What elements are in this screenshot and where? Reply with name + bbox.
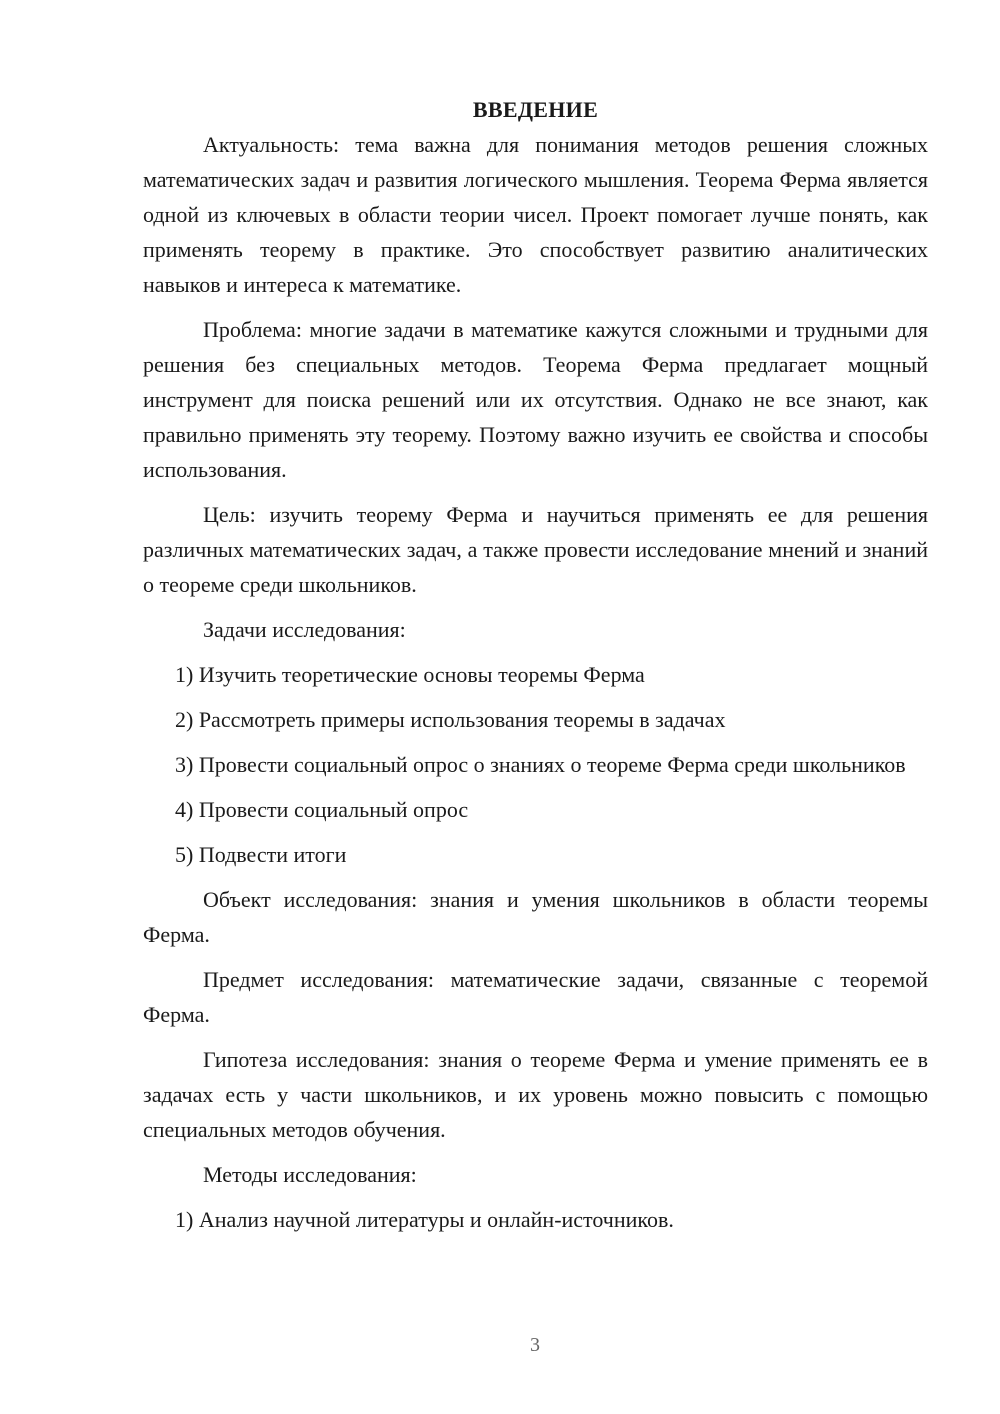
hypothesis-paragraph: Гипотеза исследования: знания о теореме Ферма и умение применять ее в задачах есть у части школьников, и их уровень можно повысить с помощью специальных методов обучения. (143, 1047, 928, 1142)
task-item-5: 5) Подвести итоги (175, 842, 347, 867)
object-paragraph: Объект исследования: знания и умения школьников в области теоремы Ферма. (143, 887, 928, 947)
task-item-3: 3) Провести социальный опрос о знаниях о теореме Ферма среди школьников (175, 752, 906, 777)
goal-paragraph: Цель: изучить теорему Ферма и научиться применять ее для решения различных математических задач, а также провести исследование мнений и знаний о теореме среди школьников. (143, 502, 928, 597)
page-number: 3 (530, 1334, 540, 1356)
methods-title: Методы исследования: (203, 1162, 417, 1187)
task-item-4: 4) Провести социальный опрос (175, 797, 469, 822)
tasks-title: Задачи исследования: (203, 617, 406, 642)
task-item-1: 1) Изучить теоретические основы теоремы Ферма (175, 662, 645, 687)
subject-paragraph: Предмет исследования: математические задачи, связанные с теоремой Ферма. (143, 967, 928, 1027)
method-item-1: 1) Анализ научной литературы и онлайн-источников. (175, 1207, 674, 1232)
problem-paragraph: Проблема: многие задачи в математике кажутся сложными и трудными для решения без специальных методов. Теорема Ферма предлагает мощный инструмент для поиска решений или их отсутствия. Однако не все знают, как правильно применять эту теорему. Поэтому важно изучить ее свойства и способы использования. (143, 317, 928, 482)
relevance-paragraph: Актуальность: тема важна для понимания методов решения сложных математических задач и развития логического мышления. Теорема Ферма является одной из ключевых в области теории чисел. Проект помогает лучше понять, как применять теорему в практике. Это способствует развитию аналитических навыков и интереса к математике. (143, 132, 928, 297)
document-page (143, 92, 928, 1237)
page-title: ВВЕДЕНИЕ (472, 97, 599, 122)
task-item-2: 2) Рассмотреть примеры использования теоремы в задачах (175, 707, 726, 732)
